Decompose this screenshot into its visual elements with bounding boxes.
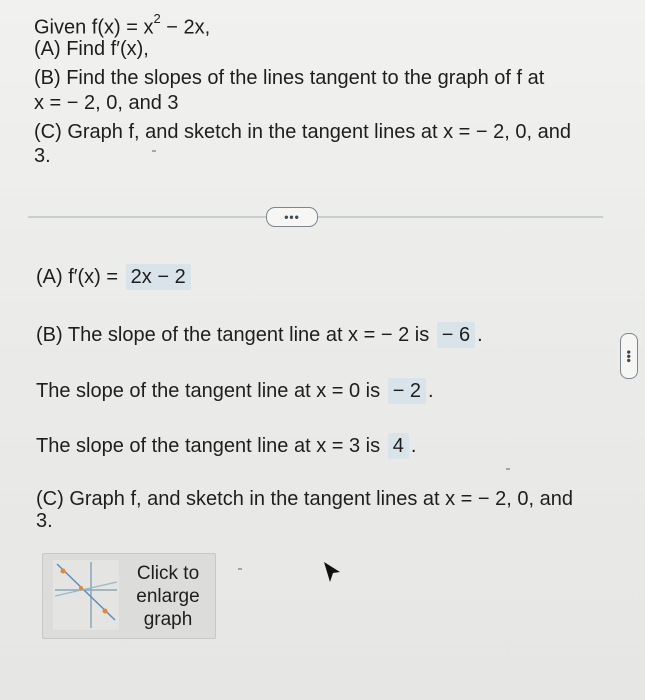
paper-mark bbox=[506, 468, 510, 470]
answer-b-field[interactable]: − 6 bbox=[437, 322, 475, 348]
answer-x0-field[interactable]: − 2 bbox=[388, 378, 426, 404]
question-line-1 bbox=[34, 10, 210, 40]
question-part-c-line1: (C) Graph f, and sketch in the tangent lines at x = − 2, 0, and bbox=[34, 121, 571, 143]
answer-a-label: (A) f′(x) = bbox=[36, 266, 119, 288]
enlarge-graph-label bbox=[125, 562, 211, 631]
answer-slope-x0 bbox=[36, 378, 434, 404]
side-options-button[interactable]: ••• bbox=[620, 333, 638, 379]
enlarge-line-1: Click to bbox=[136, 563, 200, 584]
answer-part-b bbox=[36, 322, 483, 348]
answer-part-c-line2: 3. bbox=[36, 510, 53, 532]
answer-x0-period: . bbox=[428, 380, 434, 402]
answer-a-field[interactable]: 2x − 2 bbox=[126, 264, 191, 290]
expand-more-button[interactable]: ••• bbox=[266, 207, 318, 227]
function-prefix: Given f(x) = x bbox=[34, 16, 154, 39]
mouse-pointer-icon bbox=[322, 560, 344, 584]
question-part-c-line2: 3. bbox=[34, 145, 51, 167]
answer-part-a bbox=[36, 264, 193, 290]
paper-mark bbox=[238, 568, 242, 570]
paper-mark bbox=[152, 150, 156, 152]
answer-x3-period: . bbox=[410, 435, 417, 457]
question-part-b-line2: x = − 2, 0, and 3 bbox=[34, 92, 179, 114]
enlarge-graph-button[interactable] bbox=[42, 553, 216, 639]
answer-part-c-line1: (C) Graph f, and sketch in the tangent lines at x = − 2, 0, and bbox=[36, 488, 573, 510]
answer-b-text: (B) The slope of the tangent line at x = − 2 is bbox=[36, 324, 430, 346]
enlarge-line-3: graph bbox=[143, 609, 193, 630]
enlarge-line-2: enlarge bbox=[136, 586, 200, 607]
function-suffix: − 2x, bbox=[160, 16, 211, 39]
answer-b-period: . bbox=[477, 324, 483, 346]
question-part-a: (A) Find f′(x), bbox=[34, 38, 149, 60]
answer-x3-field[interactable]: 4 bbox=[388, 433, 409, 459]
answer-x3-text: The slope of the tangent line at x = 3 is bbox=[36, 435, 381, 457]
question-part-b-line1: (B) Find the slopes of the lines tangent to the graph of f at bbox=[34, 67, 545, 89]
function-exponent: 2 bbox=[153, 11, 161, 26]
graph-thumbnail-icon bbox=[53, 560, 119, 630]
answer-x0-text: The slope of the tangent line at x = 0 is bbox=[36, 380, 381, 402]
answer-slope-x3 bbox=[36, 433, 416, 459]
